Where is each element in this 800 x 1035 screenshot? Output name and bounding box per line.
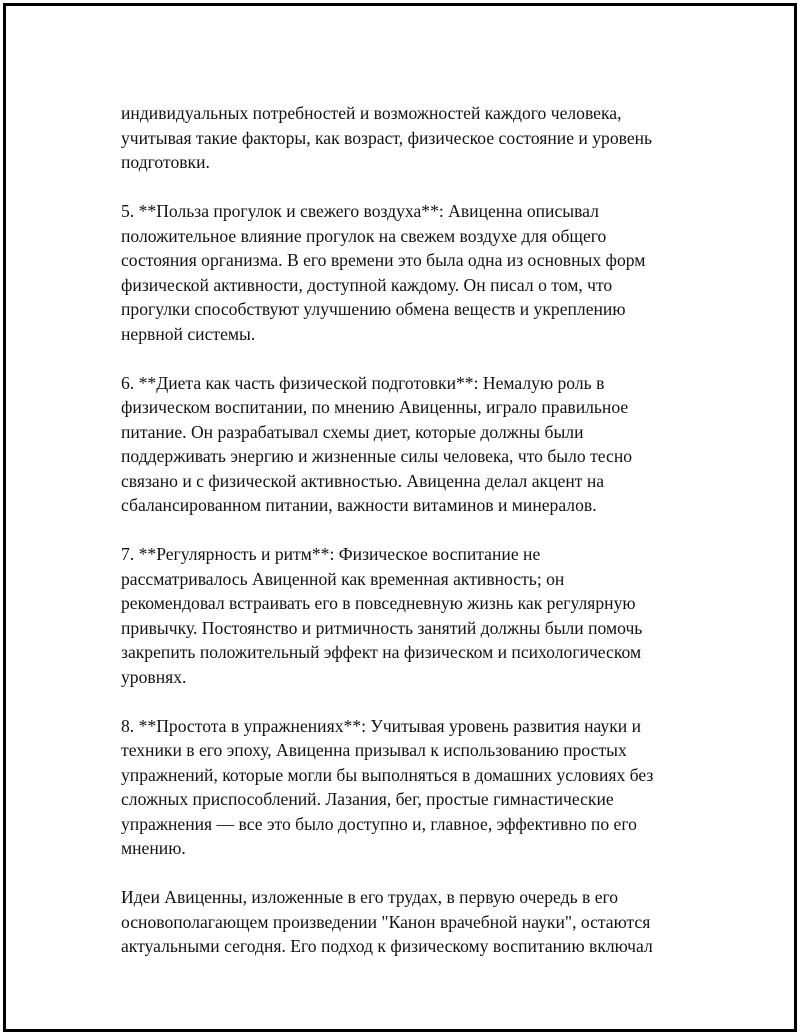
text-line: индивидуальных потребностей и возможностей каждого человека, bbox=[121, 103, 622, 123]
text-line: 6. **Диета как часть физической подготовки**: Немалую роль в bbox=[121, 372, 605, 393]
page-frame bbox=[3, 3, 797, 1032]
text-line: состояния организма. В его времени это была одна из основных форм bbox=[121, 250, 646, 270]
text-line: 7. **Регулярность и ритм**: Физическое воспитание не bbox=[121, 544, 541, 564]
text-line: рассматривалось Авиценной как временная активность; он bbox=[121, 568, 565, 589]
text-line: подготовки. bbox=[121, 152, 210, 172]
text-line: рекомендовал встраивать его в повседневную жизнь как регулярную bbox=[121, 593, 636, 613]
text-line: закрепить положительный эффект на физическом и психологическом bbox=[121, 642, 642, 662]
text-line: питание. Он разрабатывал схемы диет, которые должны были bbox=[121, 421, 584, 442]
text-line: привычку. Постоянство и ритмичность занятий должны были помочь bbox=[121, 617, 643, 638]
text-line: физической активности, доступной каждому. Он писал о том, что bbox=[121, 274, 613, 295]
text-line: прогулки способствуют улучшению обмена веществ и укреплению bbox=[121, 299, 626, 319]
text-line: актуальными сегодня. Его подход к физическому воспитанию включал bbox=[121, 936, 653, 956]
paragraph-intro-continuation bbox=[121, 101, 721, 175]
text-line: уровнях. bbox=[121, 666, 187, 687]
text-line: 5. **Польза прогулок и свежего воздуха**: Авиценна описывал bbox=[121, 201, 599, 221]
text-line: техники в его эпоху, Авиценна призывал к использованию простых bbox=[121, 740, 627, 760]
paragraph-item-5 bbox=[121, 199, 721, 346]
paragraph-item-7 bbox=[121, 542, 721, 689]
text-line: физическом воспитании, по мнению Авиценны, играло правильное bbox=[121, 397, 629, 417]
text-line: мнению. bbox=[121, 838, 186, 858]
text-line: сложных приспособлений. Лазания, бег, простые гимнастические bbox=[121, 789, 614, 809]
document-body bbox=[121, 101, 721, 983]
text-line: упражнений, которые могли бы выполняться в домашних условиях без bbox=[121, 764, 654, 785]
text-line: нервной системы. bbox=[121, 323, 256, 344]
text-line: учитывая такие факторы, как возраст, физическое состояние и уровень bbox=[121, 127, 653, 148]
paragraph-item-8 bbox=[121, 714, 721, 861]
text-line: положительное влияние прогулок на свежем воздухе для общего bbox=[121, 225, 607, 246]
paragraph-item-6 bbox=[121, 371, 721, 518]
text-line: поддерживать энергию и жизненные силы человека, что было тесно bbox=[121, 446, 633, 466]
text-line: связано и с физической активностью. Авиценна делал акцент на bbox=[121, 470, 605, 491]
text-line: Идеи Авиценны, изложенные в его трудах, в первую очередь в его bbox=[121, 887, 619, 907]
text-line: сбалансированном питании, важности витаминов и минералов. bbox=[121, 495, 597, 515]
text-line: основополагающем произведении "Канон врачебной науки", остаются bbox=[121, 911, 651, 932]
paragraph-conclusion bbox=[121, 885, 721, 959]
text-line: упражнения — все это было доступно и, главное, эффективно по его bbox=[121, 813, 637, 834]
text-line: 8. **Простота в упражнениях**: Учитывая уровень развития науки и bbox=[121, 715, 641, 736]
